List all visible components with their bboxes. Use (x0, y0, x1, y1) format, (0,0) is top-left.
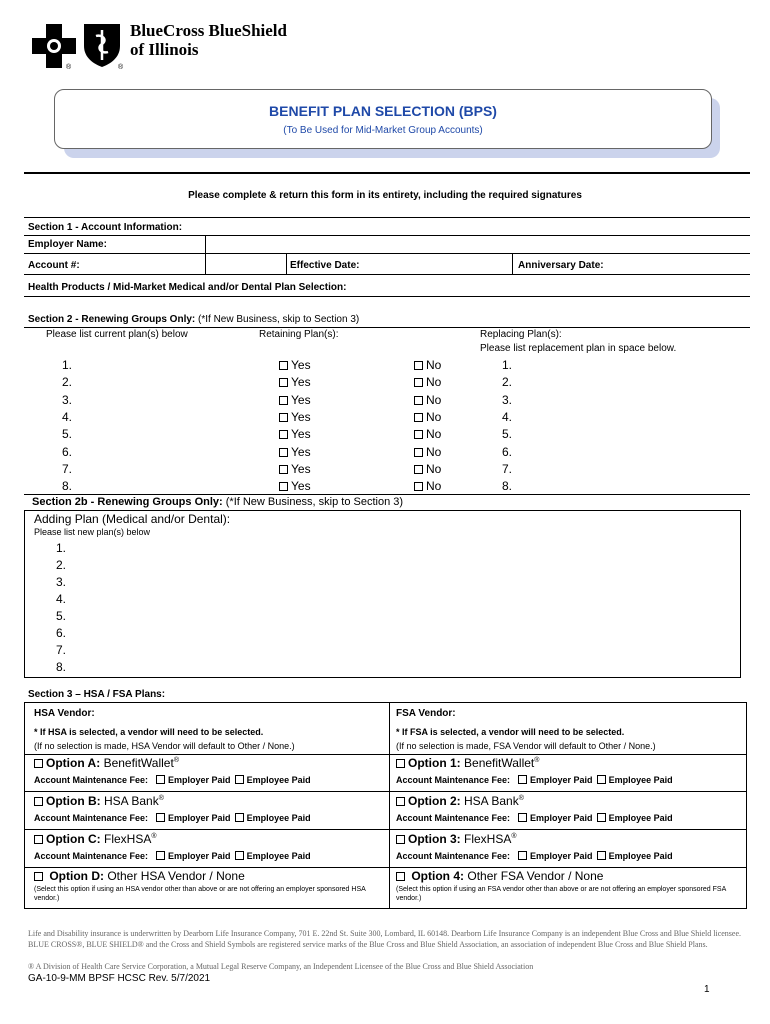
account-number-label: Account #: (28, 260, 80, 271)
retain-yes-option[interactable] (279, 393, 311, 407)
s1-vline-2 (286, 253, 287, 274)
hsa-employee-paid-checkbox[interactable] (235, 813, 244, 822)
employer-name-label: Employer Name: (28, 239, 107, 250)
new-plan-number[interactable]: 4. (56, 592, 67, 606)
retain-yes-checkbox[interactable] (279, 482, 288, 491)
blue-cross-icon (32, 24, 76, 68)
current-plan-number: 8. (62, 479, 73, 493)
s2-bottom-rule (24, 494, 750, 495)
hsa-option-bold: Option C: (46, 832, 101, 846)
current-plan-number: 4. (62, 410, 73, 424)
hsa-employer-paid-checkbox[interactable] (156, 775, 165, 784)
retain-yes-option[interactable] (279, 427, 311, 441)
footer-disclaimer: Life and Disability insurance is underwritten by Dearborn Life Insurance Company, 701 E. 22nd St. Suite 300, Lombard, IL 60148. Dearborn Life Insurance Company is an independent Blue Cross and Blue Shield licensee. BLUE CROSS®, BLUE SHIELD® and the Cross and Shield Symbols are registered service marks of the Blue Cross and Blue Shield Association, an association of independent Blue Cross and Blue Shield Plans. (28, 929, 742, 949)
fsa-option-bold: Option 3: (408, 832, 461, 846)
retain-yes-option[interactable] (279, 358, 311, 372)
page-subtitle: (To Be Used for Mid-Market Group Accounts) (283, 125, 483, 136)
fsa-option-checkbox[interactable] (396, 835, 405, 844)
hsa-option-other[interactable] (34, 869, 245, 883)
retain-no-label: No (426, 427, 442, 441)
hsa-option-bold: Option B: (46, 794, 101, 808)
registered-mark: ® (66, 64, 72, 71)
retain-yes-option[interactable] (279, 375, 311, 389)
retain-yes-label: Yes (291, 410, 311, 424)
fsa-employer-paid-label: Employer Paid (530, 851, 593, 861)
fsa-employee-paid-label: Employee Paid (608, 813, 673, 823)
hsa-vendor-label: HSA Vendor: (34, 708, 95, 719)
footer-division: ® A Division of Health Care Service Corporation, a Mutual Legal Reserve Company, an Independent Licensee of the Blue Cross and Blue Shield Association (28, 962, 534, 971)
fsa-other-note: (Select this option if using an FSA vendor other than above or are not offering an employer sponsored FSA vendor.) (396, 886, 726, 902)
retain-no-label: No (426, 462, 442, 476)
fsa-employer-paid-label: Employer Paid (530, 813, 593, 823)
section1-heading: Section 1 - Account Information: (28, 222, 183, 233)
hsa-default-note: (If no selection is made, HSA Vendor will default to Other / None.) (34, 741, 295, 751)
fsa-employer-paid-checkbox[interactable] (518, 851, 527, 860)
effective-date-field[interactable] (372, 253, 512, 273)
hsa-employer-paid-label: Employer Paid (168, 775, 231, 785)
s1-vline-1 (205, 235, 206, 274)
replacement-plan-number[interactable]: 6. (502, 445, 513, 459)
hsa-option-mark: ® (151, 833, 157, 840)
retain-yes-checkbox[interactable] (279, 465, 288, 474)
form-id: GA-10-9-MM BPSF HCSC Rev. 5/7/2021 (28, 973, 211, 984)
hsa-option-mark: ® (158, 795, 164, 802)
divider-top (24, 172, 750, 174)
fsa-employer-paid-option[interactable] (518, 813, 593, 823)
fsa-option-checkbox[interactable] (396, 797, 405, 806)
retain-no-label: No (426, 393, 442, 407)
retain-yes-label: Yes (291, 358, 311, 372)
retaining-plans-header: Retaining Plan(s): (259, 329, 339, 340)
hsa-other-note: (Select this option if using an HSA vendor other than above or are not offering an employer sponsored HSA vendor.) (34, 886, 366, 902)
s3-rule (24, 829, 747, 830)
fsa-employee-paid-label: Employee Paid (608, 775, 673, 785)
hsa-option-other-bold: Option D: (49, 869, 104, 883)
fsa-option-mark: ® (511, 833, 517, 840)
hsa-fee-label: Account Maintenance Fee: (34, 851, 149, 861)
hsa-employee-paid-option[interactable] (235, 775, 311, 785)
hsa-employee-paid-checkbox[interactable] (235, 775, 244, 784)
fsa-required-note: * If FSA is selected, a vendor will need to be selected. (396, 727, 625, 737)
retain-yes-checkbox[interactable] (279, 378, 288, 387)
fsa-employee-paid-option[interactable] (597, 775, 673, 785)
fsa-option-name: BenefitWallet (464, 756, 535, 770)
retain-no-label: No (426, 479, 442, 493)
registered-mark-2: ® (118, 64, 124, 71)
new-plan-number[interactable]: 1. (56, 541, 67, 555)
health-products-label: Health Products / Mid-Market Medical and/or Dental Plan Selection: (28, 282, 347, 293)
org-name-line1: BlueCross BlueShield (130, 21, 287, 40)
fsa-employee-paid-label: Employee Paid (608, 851, 673, 861)
hsa-employer-paid-checkbox[interactable] (156, 851, 165, 860)
fsa-fee-label: Account Maintenance Fee: (396, 813, 511, 823)
retain-yes-option[interactable] (279, 479, 311, 493)
hsa-employee-paid-option[interactable] (235, 851, 311, 861)
retain-yes-label: Yes (291, 393, 311, 407)
retain-no-option[interactable] (414, 358, 441, 372)
retain-no-option[interactable] (414, 479, 441, 493)
fsa-option-other-name: Other FSA Vendor / None (467, 869, 604, 883)
fsa-employer-paid-option[interactable] (518, 851, 593, 861)
fsa-employer-paid-option[interactable] (518, 775, 593, 785)
fsa-option-mark: ® (518, 795, 524, 802)
new-plan-number[interactable]: 2. (56, 558, 67, 572)
page-number: 1 (704, 984, 710, 995)
hsa-fee-label: Account Maintenance Fee: (34, 775, 149, 785)
fsa-employee-paid-checkbox[interactable] (597, 775, 606, 784)
hsa-option-other-checkbox[interactable] (34, 872, 43, 881)
retain-no-checkbox[interactable] (414, 413, 423, 422)
new-plans-note: Please list new plan(s) below (34, 527, 151, 537)
retain-yes-option[interactable] (279, 462, 311, 476)
retain-no-checkbox[interactable] (414, 378, 423, 387)
fsa-option-name: HSA Bank (464, 794, 519, 808)
section2-heading-bold: Section 2 - Renewing Groups Only: (28, 314, 196, 325)
retain-no-checkbox[interactable] (414, 482, 423, 491)
hsa-employee-paid-label: Employee Paid (246, 813, 311, 823)
retain-no-checkbox[interactable] (414, 430, 423, 439)
adding-plan-label: Adding Plan (Medical and/or Dental): (34, 512, 231, 526)
fsa-fee-label: Account Maintenance Fee: (396, 851, 511, 861)
fsa-fee-row (396, 775, 673, 785)
fsa-option-name: FlexHSA (464, 832, 512, 846)
hsa-employer-paid-option[interactable] (156, 851, 231, 861)
hsa-option-checkbox[interactable] (34, 759, 43, 768)
section2-heading (28, 314, 359, 325)
new-plan-number[interactable]: 6. (56, 626, 67, 640)
replacement-plan-number[interactable]: 2. (502, 375, 513, 389)
replacement-plan-number[interactable]: 4. (502, 410, 513, 424)
current-plan-number: 1. (62, 358, 73, 372)
hsa-fee-row (34, 813, 311, 823)
replacement-plan-number[interactable]: 5. (502, 427, 513, 441)
current-plan-number: 3. (62, 393, 73, 407)
s1-rule-4 (24, 274, 750, 275)
section2-heading-note: (*If New Business, skip to Section 3) (198, 314, 360, 325)
fsa-default-note: (If no selection is made, FSA Vendor will default to Other / None.) (396, 741, 656, 751)
fsa-option-2[interactable] (396, 794, 524, 808)
employer-name-field[interactable] (206, 235, 750, 253)
fsa-employee-paid-option[interactable] (597, 813, 673, 823)
hsa-employee-paid-checkbox[interactable] (235, 851, 244, 860)
s3-rule (24, 867, 747, 868)
hsa-employee-paid-label: Employee Paid (246, 851, 311, 861)
retain-yes-label: Yes (291, 445, 311, 459)
section2b-heading-bold: Section 2b - Renewing Groups Only: (32, 496, 223, 508)
fsa-vendor-label: FSA Vendor: (396, 708, 456, 719)
org-name-line2: of Illinois (130, 40, 199, 59)
retain-yes-label: Yes (291, 375, 311, 389)
new-plan-number[interactable]: 8. (56, 660, 67, 674)
company-logo (32, 20, 124, 72)
retain-no-option[interactable] (414, 393, 441, 407)
new-plan-number[interactable]: 7. (56, 643, 67, 657)
replacement-plan-number[interactable]: 7. (502, 462, 513, 476)
page-title: BENEFIT PLAN SELECTION (BPS) (269, 103, 497, 119)
retain-yes-label: Yes (291, 479, 311, 493)
hsa-option-3[interactable] (34, 832, 157, 846)
section2b-heading-note: (*If New Business, skip to Section 3) (225, 496, 404, 508)
fsa-option-mark: ® (534, 757, 540, 764)
hsa-option-name: BenefitWallet (103, 756, 174, 770)
retain-no-option[interactable] (414, 410, 441, 424)
fsa-option-bold: Option 1: (408, 756, 461, 770)
retain-no-checkbox[interactable] (414, 361, 423, 370)
hsa-employer-paid-checkbox[interactable] (156, 813, 165, 822)
fsa-employee-paid-checkbox[interactable] (597, 813, 606, 822)
hsa-option-2[interactable] (34, 794, 164, 808)
retain-no-label: No (426, 375, 442, 389)
hsa-option-checkbox[interactable] (34, 835, 43, 844)
title-box (54, 89, 712, 149)
hsa-employer-paid-option[interactable] (156, 813, 231, 823)
retain-no-checkbox[interactable] (414, 465, 423, 474)
retain-yes-checkbox[interactable] (279, 413, 288, 422)
retain-no-label: No (426, 410, 442, 424)
instruction-text: Please complete & return this form in its entirety, including the required signatures (188, 190, 582, 201)
current-plan-number: 7. (62, 462, 73, 476)
hsa-employer-paid-label: Employer Paid (168, 813, 231, 823)
hsa-option-other-name: Other HSA Vendor / None (107, 869, 245, 883)
retain-no-checkbox[interactable] (414, 448, 423, 457)
anniversary-date-label: Anniversary Date: (518, 260, 604, 271)
s1-rule-5 (24, 296, 750, 297)
hsa-required-note: * If HSA is selected, a vendor will need to be selected. (34, 727, 264, 737)
fsa-option-other[interactable] (396, 869, 603, 883)
s3-divider (389, 702, 390, 909)
retain-no-label: No (426, 445, 442, 459)
retain-no-checkbox[interactable] (414, 396, 423, 405)
fsa-option-1[interactable] (396, 756, 539, 770)
retain-no-option[interactable] (414, 427, 441, 441)
hsa-employer-paid-label: Employer Paid (168, 851, 231, 861)
section3-heading: Section 3 – HSA / FSA Plans: (28, 689, 166, 700)
retain-yes-option[interactable] (279, 410, 311, 424)
current-plans-header: Please list current plan(s) below (46, 329, 188, 340)
hsa-option-1[interactable] (34, 756, 179, 770)
fsa-employee-paid-checkbox[interactable] (597, 851, 606, 860)
anniversary-date-field[interactable] (616, 253, 750, 273)
retain-yes-label: Yes (291, 462, 311, 476)
hsa-employee-paid-option[interactable] (235, 813, 311, 823)
effective-date-label: Effective Date: (290, 260, 360, 271)
replacing-plans-note: Please list replacement plan in space below. (480, 343, 677, 354)
org-name (130, 21, 287, 59)
hsa-option-mark: ® (173, 757, 179, 764)
hsa-option-bold: Option A: (46, 756, 101, 770)
retain-no-option[interactable] (414, 462, 441, 476)
retain-yes-checkbox[interactable] (279, 396, 288, 405)
retain-no-option[interactable] (414, 375, 441, 389)
retain-no-label: No (426, 358, 442, 372)
fsa-fee-row (396, 813, 673, 823)
replacement-plan-number[interactable]: 3. (502, 393, 513, 407)
fsa-option-3[interactable] (396, 832, 517, 846)
current-plan-number: 6. (62, 445, 73, 459)
hsa-employee-paid-label: Employee Paid (246, 775, 311, 785)
fsa-option-bold: Option 2: (408, 794, 461, 808)
current-plan-number: 2. (62, 375, 73, 389)
hsa-fee-label: Account Maintenance Fee: (34, 813, 149, 823)
retain-yes-checkbox[interactable] (279, 448, 288, 457)
s3-rule (24, 791, 747, 792)
hsa-option-name: FlexHSA (104, 832, 152, 846)
fsa-option-other-checkbox[interactable] (396, 872, 405, 881)
hsa-fee-row (34, 851, 311, 861)
replacement-plan-number[interactable]: 8. (502, 479, 513, 493)
fsa-fee-label: Account Maintenance Fee: (396, 775, 511, 785)
s1-rule-top (24, 217, 750, 218)
section2b-heading (32, 496, 403, 508)
retain-yes-option[interactable] (279, 445, 311, 459)
new-plan-number[interactable]: 5. (56, 609, 67, 623)
fsa-employee-paid-option[interactable] (597, 851, 673, 861)
replacing-plans-header: Replacing Plan(s): (480, 329, 562, 340)
hsa-employer-paid-option[interactable] (156, 775, 231, 785)
current-plan-number: 5. (62, 427, 73, 441)
blue-shield-icon (82, 22, 122, 68)
account-number-field[interactable] (206, 253, 286, 273)
s3-rule-0 (24, 754, 747, 755)
retain-yes-checkbox[interactable] (279, 430, 288, 439)
retain-yes-label: Yes (291, 427, 311, 441)
replacement-plan-number[interactable]: 1. (502, 358, 513, 372)
fsa-option-checkbox[interactable] (396, 759, 405, 768)
new-plan-number[interactable]: 3. (56, 575, 67, 589)
fsa-employer-paid-checkbox[interactable] (518, 775, 527, 784)
hsa-fee-row (34, 775, 311, 785)
retain-yes-checkbox[interactable] (279, 361, 288, 370)
retain-no-option[interactable] (414, 445, 441, 459)
s1-vline-3 (512, 253, 513, 274)
s2-header-rule (24, 327, 750, 328)
fsa-employer-paid-label: Employer Paid (530, 775, 593, 785)
fsa-employer-paid-checkbox[interactable] (518, 813, 527, 822)
fsa-fee-row (396, 851, 673, 861)
fsa-option-other-bold: Option 4: (411, 869, 465, 883)
hsa-option-name: HSA Bank (104, 794, 159, 808)
hsa-option-checkbox[interactable] (34, 797, 43, 806)
